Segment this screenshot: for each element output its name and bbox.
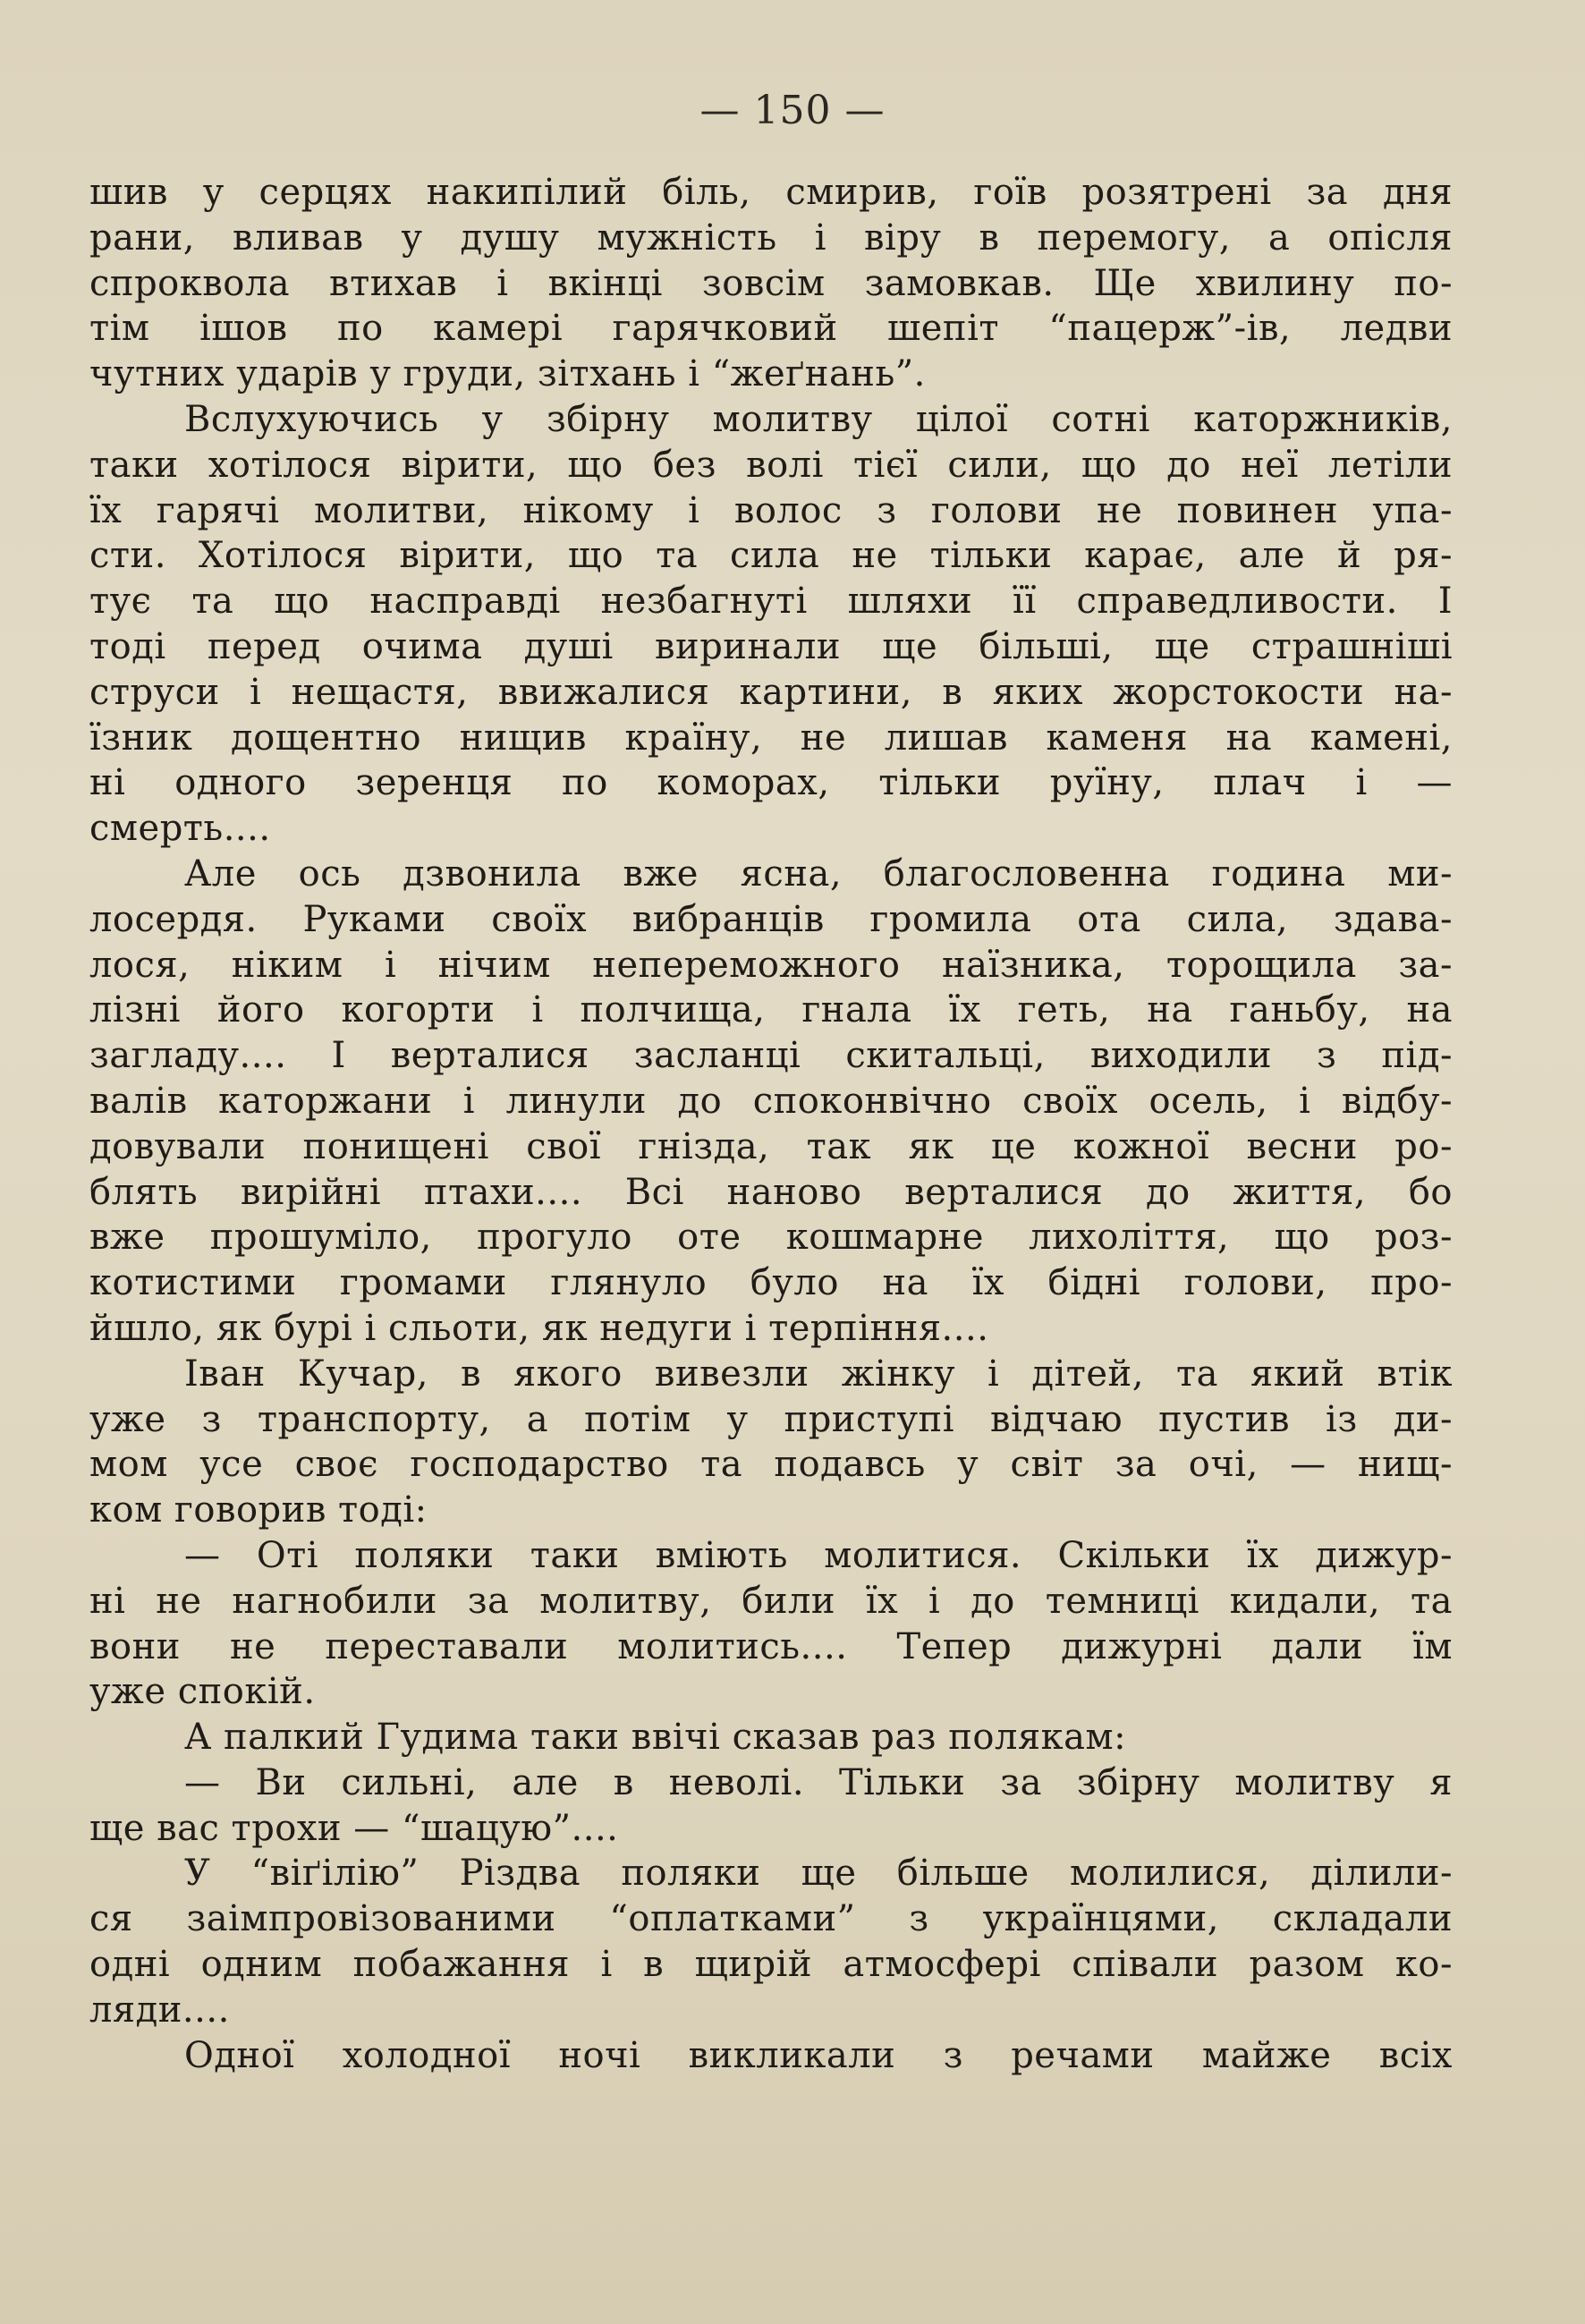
text-line: У “віґілію” Різдва поляки ще більше молилися, ділили- (184, 1853, 1453, 1895)
text-line: валів каторжани і линули до споконвічно своїх осель, і відбу- (89, 1080, 1453, 1122)
text-line: котистими громами глянуло було на їх бідні голови, про- (89, 1262, 1453, 1304)
text-line: Одної холодної ночі викликали з речами майже всіх (184, 2034, 1453, 2076)
text-line: мом усе своє господарство та подавсь у світ за очі, — нищ- (89, 1444, 1453, 1486)
text-line: йшло, як бурі і сльоти, як недуги і терпіння.... (89, 1307, 989, 1349)
text-line: Але ось дзвонила вже ясна, благословенна година ми- (184, 852, 1453, 895)
text-line: вони не переставали молитись.... Тепер дижурні дали їм (89, 1625, 1453, 1667)
text-line: ні одного зеренця по коморах, тільки руїну, плач і — (89, 762, 1453, 804)
text-line: уже з транспорту, а потім у приступі відчаю пустив із ди- (89, 1398, 1453, 1440)
text-line: ляди.... (89, 1989, 230, 2031)
text-line: тім ішов по камері гарячковий шепіт “пацерж”-ів, ледви (89, 308, 1453, 350)
paragraph-6 (89, 1715, 1453, 1760)
text-line: таки хотілося вірити, що без волі тієї сили, що до неї летіли (89, 444, 1453, 486)
text-line: ще вас трохи — “шацую”.... (89, 1807, 619, 1849)
paragraph-9 (89, 2033, 1453, 2079)
text-line: лосердя. Руками своїх вибранців громила ота сила, здава- (89, 898, 1453, 940)
page-number: — 150 — (699, 88, 886, 133)
paragraph-8 (89, 1851, 1453, 2032)
text-line: спроквола втихав і вкінці зовсім замовкав. Ще хвилину по- (89, 262, 1453, 304)
paragraph-1 (89, 170, 1453, 397)
text-line: ся заімпровізованими “оплатками” з українцями, складали (89, 1898, 1453, 1940)
text-line: чутних ударів у груди, зітхань і “жеґнань”. (89, 353, 926, 395)
text-line: Іван Кучар, в якого вивезли жінку і дітей, та який втік (184, 1353, 1453, 1395)
text-line: шив у серцях накипілий біль, смирив, гоїв розятрені за дня (89, 172, 1453, 213)
text-line: блять вирійні птахи.... Всі наново верталися до життя, бо (89, 1171, 1453, 1213)
text-line: А палкий Гудима таки ввічі сказав раз полякам: (184, 1717, 1127, 1759)
text-line: тує та що насправді незбагнуті шляхи її справедливости. І (89, 581, 1453, 623)
text-line: загладу.... І верталися засланці скитальці, виходили з під- (89, 1035, 1453, 1077)
text-line: ні не нагнобили за молитву, били їх і до темниці кидали, та (89, 1580, 1453, 1622)
text-line: — Ви сильні, але в неволі. Тільки за збірну молитву я (184, 1761, 1453, 1803)
text-line: сти. Хотілося вірити, що та сила не тільки карає, але й ря- (89, 535, 1453, 577)
text-line: одні одним побажання і в щирій атмосфері співали разом ко- (89, 1944, 1453, 1986)
text-line: — Оті поляки таки вміють молитися. Скільки їх дижур- (184, 1534, 1453, 1576)
text-line: струси і нещастя, ввижалися картини, в яких жорстокости на- (89, 671, 1453, 713)
text-line: смерть.... (89, 808, 271, 850)
text-line: лізні його когорти і полчища, гнала їх геть, на ганьбу, на (89, 989, 1453, 1031)
paragraph-3 (89, 852, 1453, 1352)
paragraph-4 (89, 1352, 1453, 1533)
text-line: довували понищені свої гнізда, так як це кожної весни ро- (89, 1125, 1453, 1167)
paragraph-7 (89, 1760, 1453, 1852)
text-line: Вслухуючись у збірну молитву цілої сотні каторжників, (184, 398, 1453, 440)
text-line: ком говорив тоді: (89, 1489, 428, 1531)
body-text (89, 170, 1453, 2078)
text-line: лося, ніким і нічим непереможного наїзника, торощила за- (89, 944, 1453, 986)
text-line: рани, вливав у душу мужність і віру в перемогу, а опісля (89, 216, 1453, 259)
text-line: їх гарячі молитви, нікому і волос з голови не повинен упа- (89, 489, 1453, 531)
text-line: вже прошуміло, прогуло оте кошмарне лихоліття, що роз- (89, 1217, 1453, 1259)
text-line: тоді перед очима душі виринали ще більші, ще страшніші (89, 625, 1453, 667)
paragraph-2 (89, 397, 1453, 852)
paragraph-5 (89, 1533, 1453, 1715)
text-line: уже спокій. (89, 1671, 316, 1713)
text-line: їзник дощентно нищив країну, не лишав каменя на камені, (89, 717, 1453, 759)
